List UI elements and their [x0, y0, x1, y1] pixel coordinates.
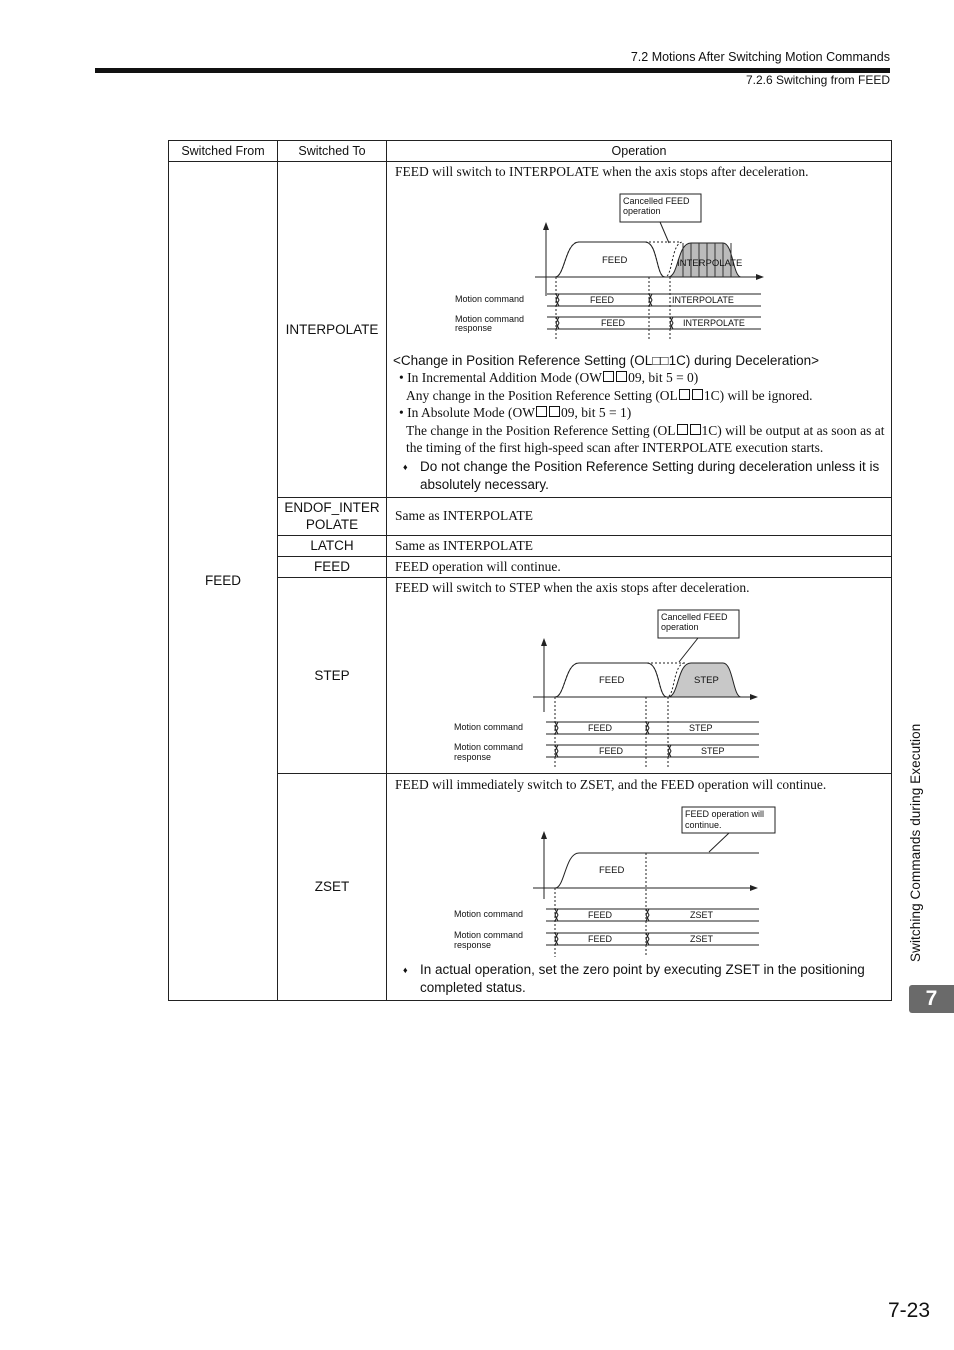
- abs-mode-desc-2: the timing of the first high-speed scan after INTERPOLATE execution starts.: [406, 440, 824, 455]
- zset-row2-feed: FEED: [588, 933, 613, 944]
- switched-to-interpolate: INTERPOLATE: [278, 162, 387, 498]
- operation-interpolate: [387, 162, 892, 498]
- col-switched-to: Switched To: [278, 141, 387, 162]
- step-intro: FEED will switch to STEP when the axis stops after deceleration.: [395, 579, 750, 595]
- chapter-tab: 7: [909, 985, 954, 1013]
- zset-row1-feed: FEED: [588, 909, 613, 920]
- interpolate-row1-interpolate: INTERPOLATE: [672, 295, 734, 305]
- zset-row2-label-line2: response: [454, 939, 492, 950]
- interpolate-intro: FEED will switch to INTERPOLATE when the axis stops after deceleration.: [395, 164, 809, 179]
- step-row1-feed: FEED: [588, 722, 613, 733]
- zset-callout-line2: continue.: [685, 819, 722, 830]
- change-heading: <Change in Position Reference Setting (OL□□1C) during Deceleration>: [393, 353, 820, 368]
- diamond-bullet-icon: ♦: [403, 964, 408, 975]
- zset-row1-label: Motion command: [454, 908, 524, 919]
- zset-intro: FEED will immediately switch to ZSET, and the FEED operation will continue.: [395, 776, 827, 792]
- switched-to-zset: ZSET: [278, 773, 387, 1000]
- operation-latch: Same as INTERPOLATE: [387, 535, 892, 556]
- table-row-feed: [169, 556, 892, 577]
- interpolate-callout-line1: Cancelled FEED: [623, 196, 690, 206]
- side-chapter-title: Switching Commands during Execution: [908, 723, 923, 962]
- table-row-endof-interpolate: [169, 497, 892, 535]
- operation-endof-interpolate: Same as INTERPOLATE: [387, 497, 892, 535]
- step-callout-line1: Cancelled FEED: [661, 611, 728, 622]
- step-callout-line2: operation: [661, 621, 699, 632]
- zset-callout-line1: FEED operation will: [685, 808, 765, 819]
- step-row2-label-line2: response: [454, 751, 492, 762]
- step-curve-step-label: STEP: [694, 674, 719, 686]
- switched-to-feed: FEED: [278, 556, 387, 577]
- step-curve-feed-label: FEED: [599, 674, 625, 686]
- zset-row2-label-line1: Motion command: [454, 929, 524, 940]
- abs-mode-desc-1: The change in the Position Reference Setting (OL 1C) will be output at as soon as at: [406, 422, 885, 438]
- interpolate-timing-diagram: [387, 180, 892, 342]
- table-row-zset: [169, 773, 892, 1000]
- table-row-interpolate: [169, 162, 892, 498]
- switched-to-step: STEP: [278, 577, 387, 773]
- switched-to-latch: LATCH: [278, 535, 387, 556]
- zset-row2-zset: ZSET: [690, 933, 714, 944]
- operation-step: [387, 577, 892, 773]
- interpolate-note: ♦ Do not change the Position Reference Setting during deceleration unless it is absolutely necessary.: [403, 458, 880, 492]
- table-header-row: [169, 141, 892, 162]
- diamond-bullet-icon: ♦: [403, 461, 408, 472]
- header-section-title: 7.2 Motions After Switching Motion Commands: [630, 50, 890, 64]
- interpolate-row1-label: Motion command: [455, 294, 525, 304]
- table-row-step: [169, 577, 892, 773]
- interpolate-row2-label-line1: Motion command: [455, 314, 525, 324]
- step-timing-diagram: [387, 596, 892, 772]
- col-operation: Operation: [387, 141, 892, 162]
- zset-row1-zset: ZSET: [690, 909, 714, 920]
- step-row2-label-line1: Motion command: [454, 741, 524, 752]
- interpolate-row2-feed: FEED: [601, 318, 626, 328]
- zset-timing-diagram: [387, 793, 892, 961]
- zset-note: ♦ In actual operation, set the zero point by executing ZSET in the positioning completed status.: [403, 961, 865, 995]
- step-row2-step: STEP: [701, 745, 725, 756]
- header-subsection-title: 7.2.6 Switching from FEED: [745, 73, 890, 87]
- switching-table: [168, 140, 892, 1001]
- interpolate-row2-label-line2: response: [455, 323, 493, 333]
- interpolate-curve-feed-label: FEED: [602, 255, 628, 266]
- step-row2-feed: FEED: [599, 745, 624, 756]
- inc-mode-line: • In Incremental Addition Mode (OW 09, bit 5 = 0): [399, 370, 699, 385]
- page-number: 7-23: [887, 1299, 930, 1322]
- step-row1-label: Motion command: [454, 721, 524, 732]
- operation-zset: [387, 773, 892, 1000]
- col-switched-from: Switched From: [169, 141, 278, 162]
- interpolate-row1-feed: FEED: [590, 295, 615, 305]
- operation-feed: FEED operation will continue.: [387, 556, 892, 577]
- step-row1-step: STEP: [689, 722, 713, 733]
- interpolate-curve-interpolate-label: INTERPOLATE: [677, 258, 743, 269]
- interpolate-callout-line2: operation: [623, 206, 661, 216]
- inc-mode-desc: Any change in the Position Reference Setting (OL 1C) will be ignored.: [406, 387, 813, 403]
- switched-from-cell: FEED: [169, 162, 278, 1001]
- zset-curve-feed-label: FEED: [599, 864, 625, 876]
- abs-mode-line: • In Absolute Mode (OW 09, bit 5 = 1): [399, 405, 632, 420]
- interpolate-row2-interpolate: INTERPOLATE: [683, 318, 745, 328]
- switched-to-endof-interpolate: ENDOF_INTER POLATE: [278, 497, 387, 535]
- table-row-latch: [169, 535, 892, 556]
